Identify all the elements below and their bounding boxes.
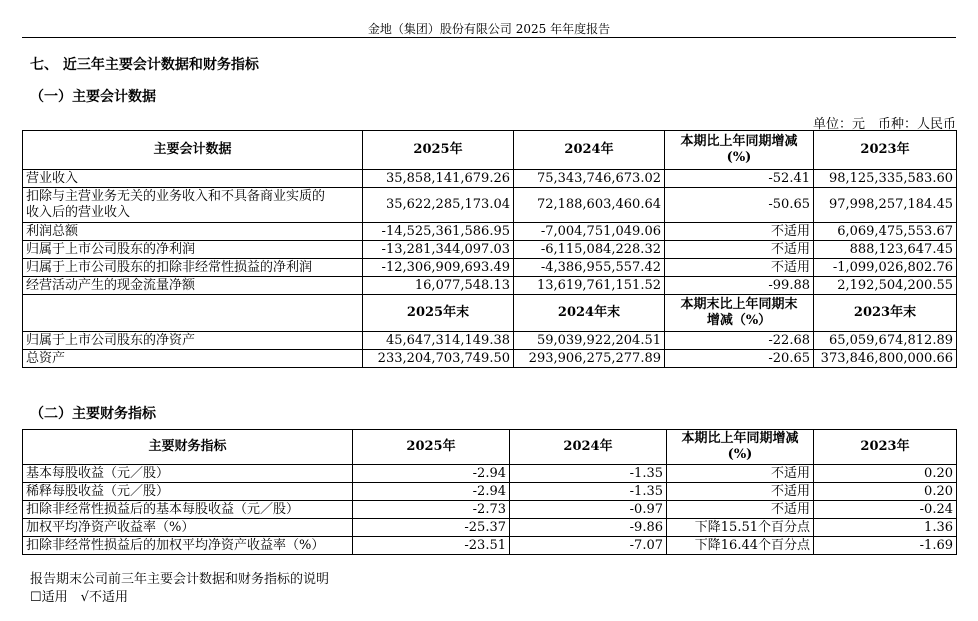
table-subheader-row (23, 295, 957, 332)
table-row: 加权平均净资产收益率（%） -25.37 -9.86 下降15.51个百分点 1.36 (23, 519, 957, 537)
table-row: 归属于上市公司股东的净资产 45,647,314,149.38 59,039,922,204.51 -22.68 65,059,674,812.89 (23, 332, 957, 350)
accounting-data-table (22, 130, 957, 368)
col-header-2023: 2023年 (814, 131, 957, 170)
unit-currency-label: 单位：元 币种：人民币 (812, 117, 956, 132)
footer-note: 报告期末公司前三年主要会计数据和财务指标的说明 (30, 572, 330, 587)
col-header-2024-end: 2024年末 (514, 295, 665, 332)
table-row: 归属于上市公司股东的净利润 -13,281,344,097.03 -6,115,084,228.32 不适用 888,123,647.45 (23, 241, 957, 259)
col-header-change-end: 本期末比上年同期末 增减（%） (665, 295, 814, 332)
table-row: 扣除与主营业务无关的业务收入和不具备商业实质的 收入后的营业收入 35,622,285,173.04 72,188,603,460.64 -50.65 97,998,257,184.45 (23, 188, 957, 223)
table-header-row (23, 430, 957, 465)
col-header-indicator: 主要财务指标 (23, 430, 353, 465)
col-header-item: 主要会计数据 (23, 131, 363, 170)
col-header-2025-end: 2025年末 (363, 295, 514, 332)
col-header-change: 本期比上年同期增减 (%) (665, 131, 814, 170)
table-header-row (23, 131, 957, 170)
col-header-2025: 2025年 (363, 131, 514, 170)
table-row: 基本每股收益（元／股） -2.94 -1.35 不适用 0.20 (23, 465, 957, 483)
col-header-2024: 2024年 (510, 430, 667, 465)
header-rule (22, 37, 956, 38)
table-row: 扣除非经常性损益后的基本每股收益（元／股） -2.73 -0.97 不适用 -0.24 (23, 501, 957, 519)
table-row: 稀释每股收益（元／股） -2.94 -1.35 不适用 0.20 (23, 483, 957, 501)
col-header-empty (23, 295, 363, 332)
col-header-2023: 2023年 (814, 430, 957, 465)
col-header-2024: 2024年 (514, 131, 665, 170)
subsection-title-accounting: （一）主要会计数据 (30, 89, 156, 105)
table-row: 归属于上市公司股东的扣除非经常性损益的净利润 -12,306,909,693.49 -4,386,955,557.42 不适用 -1,099,026,802.76 (23, 259, 957, 277)
table-row: 利润总额 -14,525,361,586.95 -7,004,751,049.06 不适用 6,069,475,553.67 (23, 223, 957, 241)
col-header-change: 本期比上年同期增减 (%) (667, 430, 814, 465)
financial-indicators-table (22, 429, 957, 555)
section-title-7: 七、 近三年主要会计数据和财务指标 (30, 57, 259, 73)
table-row: 扣除非经常性损益后的加权平均净资产收益率（%） -23.51 -7.07 下降16.44个百分点 -1.69 (23, 537, 957, 555)
applicability-options: ☐适用 √不适用 (30, 590, 128, 605)
table-row: 总资产 233,204,703,749.50 293,906,275,277.89 -20.65 373,846,800,000.66 (23, 350, 957, 368)
subsection-title-financial: （二）主要财务指标 (30, 406, 156, 422)
report-header: 金地（集团）股份有限公司 2025 年年度报告 (367, 22, 611, 36)
col-header-2025: 2025年 (353, 430, 510, 465)
table-row: 营业收入 35,858,141,679.26 75,343,746,673.02 -52.41 98,125,335,583.60 (23, 170, 957, 188)
col-header-2023-end: 2023年末 (814, 295, 957, 332)
table-row: 经营活动产生的现金流量净额 16,077,548.13 13,619,761,151.52 -99.88 2,192,504,200.55 (23, 277, 957, 295)
